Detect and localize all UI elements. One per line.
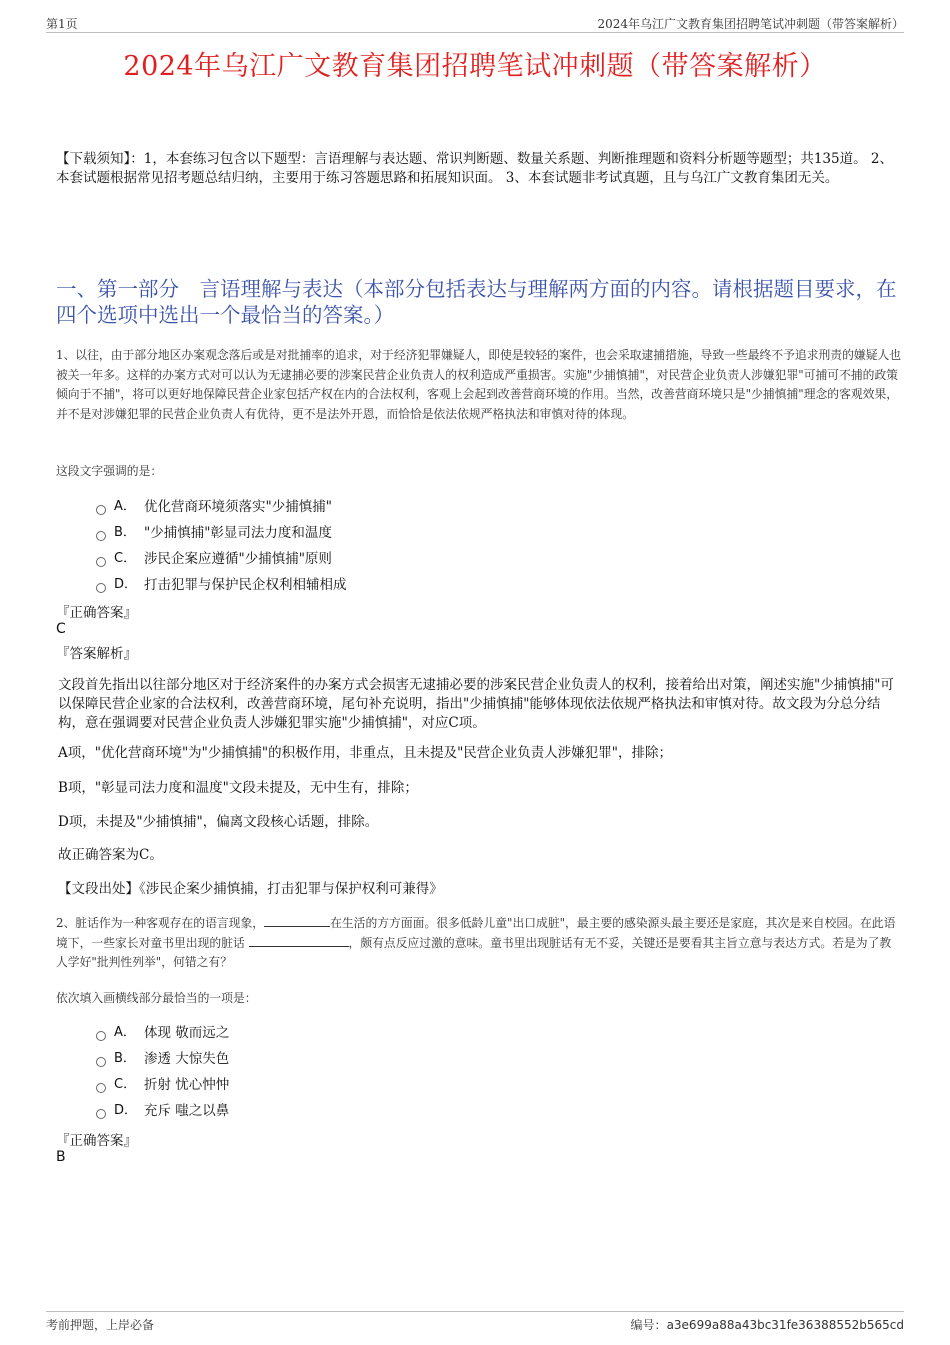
radio-icon[interactable] <box>96 557 106 567</box>
radio-icon[interactable] <box>96 531 106 541</box>
question-1-answer: C <box>56 621 66 637</box>
analysis-paragraph: 文段首先指出以往部分地区对于经济案件的办案方式会损害无逮捕必要的涉案民营企业负责人的权利，接着给出对策，阐述实施"少捕慎捕"可以保障民营企业家的合法权利，改善营商环境，尾句补充说明，指出"少捕慎捕"能够体现依法依规严格执法和审慎对待。故文段为分总分结构，意在强调要对民营企业负责人涉嫌犯罪实施"少捕慎捕"，对应C项。 <box>58 677 894 731</box>
option-b[interactable]: B． "少捕慎捕"彰显司法力度和温度 <box>96 520 347 546</box>
footer-slogan: 考前押题，上岸必备 <box>46 1318 155 1332</box>
download-notice: 【下载须知】：1，本套练习包含以下题型：言语理解与表达题、常识判断题、数量关系题、判断推理题和资料分析题等题型；共135道。 2、本套试题根据常见招考题总结归纳，主要用于练习答题思路和拓展知识面。 3、本套试题非考试真题，且与乌江广文教育集团无关。 <box>56 151 893 186</box>
page-number: 第1页 <box>46 17 78 31</box>
page-header <box>46 12 904 33</box>
radio-icon[interactable] <box>96 1057 106 1067</box>
document-title: 2024年乌江广文教育集团招聘笔试冲刺题（带答案解析） <box>123 51 827 82</box>
option-b[interactable]: B． 渗透 大惊失色 <box>96 1046 229 1072</box>
radio-icon[interactable] <box>96 505 106 515</box>
question-1-prompt: 这段文字强调的是： <box>56 464 163 478</box>
option-a[interactable]: A． 优化营商环境须落实"少捕慎捕" <box>96 494 347 520</box>
footer-code: 编号：a3e699a88a43bc31fe36388552b565cd <box>630 1318 904 1332</box>
analysis-conclusion: 故正确答案为C。 <box>58 847 163 863</box>
question-1-analysis-label: 『答案解析』 <box>56 646 137 662</box>
option-a[interactable]: A． 体现 敬而远之 <box>96 1020 229 1046</box>
question-1-text: 1、以往，由于部分地区办案观念落后或是对批捕率的追求，对于经济犯罪嫌疑人，即使是较轻的案件，也会采取逮捕措施，导致一些最终不予追求刑责的嫌疑人也被关一年多。这样的办案方式对可以认为无逮捕必要的涉案民营企业负责人的权利造成严重损害。实施"少捕慎捕"，对民营企业负责人涉嫌犯罪"可捕可不捕的政策倾向于不捕"，将可以更好地保障民营企业家包括产权在内的合法权利，客观上会起到改善营商环境的作用。当然，改善营商环境只是"少捕慎捕"理念的客观效果，并不是对涉嫌犯罪的民营企业负责人有优待，更不是法外开恩，而恰恰是依法依规严格执法和审慎对待的体现。 <box>56 348 902 421</box>
option-c[interactable]: C． 折射 忧心忡忡 <box>96 1072 229 1098</box>
radio-icon[interactable] <box>96 1031 106 1041</box>
question-2-options <box>96 1020 229 1124</box>
section-heading: 一、第一部分 言语理解与表达（本部分包括表达与理解两方面的内容。请根据题目要求，在四个选项中选出一个最恰当的答案。） <box>56 277 897 327</box>
option-d[interactable]: D． 充斥 嗤之以鼻 <box>96 1098 229 1124</box>
question-2-text: 2、脏话作为一种客观存在的语言现象， 在生活的方方面面。很多低龄儿童"出口成脏"，最主要的感染源头最主要还是家庭，其次是来自校园。在此语境下，一些家长对童书里出现的脏话 ，颇有点反应过激的意味。童书里出现脏话有无不妥，关键还是要看其主旨立意与表达方式。若是为了教人学好"批判性列举"，何错之有？ <box>56 916 896 969</box>
radio-icon[interactable] <box>96 1083 106 1093</box>
header-doc-title: 2024年乌江广文教育集团招聘笔试冲刺题（带答案解析） <box>597 17 904 31</box>
page-footer <box>46 1311 904 1334</box>
answer-blank-2[interactable] <box>249 934 349 947</box>
analysis-option-d: D项，未提及"少捕慎捕"，偏离文段核心话题，排除。 <box>58 814 379 830</box>
answer-blank-1[interactable] <box>264 914 330 927</box>
question-1-answer-label: 『正确答案』 <box>56 605 137 621</box>
option-c[interactable]: C． 涉民企案应遵循"少捕慎捕"原则 <box>96 546 347 572</box>
question-1-options <box>96 494 347 598</box>
question-2-prompt: 依次填入画横线部分最恰当的一项是： <box>56 991 257 1005</box>
radio-icon[interactable] <box>96 1109 106 1119</box>
analysis-source: 【文段出处】《涉民企案少捕慎捕，打击犯罪与保护权利可兼得》 <box>58 881 443 897</box>
question-2-answer-label: 『正确答案』 <box>56 1133 137 1149</box>
analysis-option-a: A项，"优化营商环境"为"少捕慎捕"的积极作用，非重点，且未提及"民营企业负责人涉嫌犯罪"，排除； <box>58 745 673 761</box>
analysis-option-b: B项，"彰显司法力度和温度"文段未提及，无中生有，排除； <box>58 780 418 796</box>
radio-icon[interactable] <box>96 583 106 593</box>
question-2-answer: B <box>56 1149 66 1165</box>
option-d[interactable]: D． 打击犯罪与保护民企权利相辅相成 <box>96 572 347 598</box>
